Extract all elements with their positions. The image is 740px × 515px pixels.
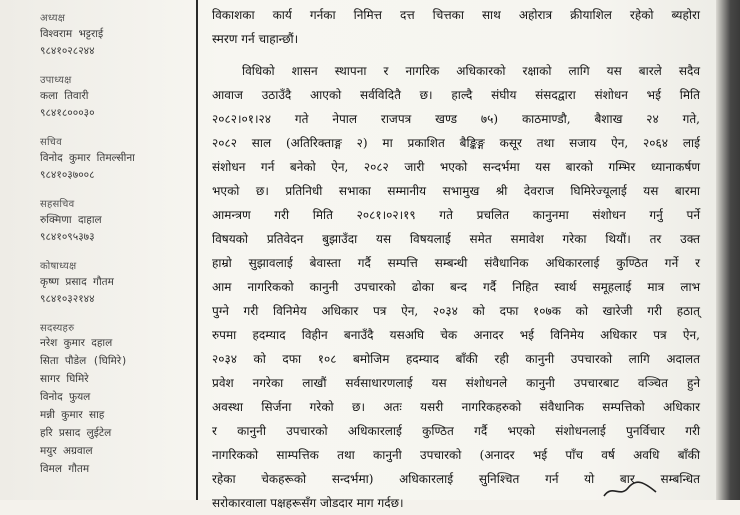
officer-phone: ९८४१०२८२४४ — [40, 45, 95, 57]
member-name: मयुर अग्रवाल — [40, 445, 93, 457]
officer-role: अध्यक्ष — [40, 13, 66, 24]
body-line: विकाशका कार्य गर्नका निमित्त दत्त चित्तका साथ अहोरात्र क्रीयाशिल रहेको ब्यहोरा — [212, 8, 700, 22]
officer-sidebar — [0, 0, 196, 500]
members-heading: सदस्यहरु — [40, 323, 75, 334]
officer-phone: ९८४१०९५३७३ — [40, 231, 95, 243]
body-line: २०८२ साल (अतिरिक्ताङ्ग २) मा प्रकाशित बैङ्किङ्ग कसूर तथा सजाय ऐन, २०६४ लाई — [212, 136, 700, 150]
body-line: पुग्ने गरी विनिमेय अधिकार पत्र ऐन, २०३४ को दफा १०७क को खारेजी गरी हठात् — [212, 304, 700, 318]
officer-name: विनोद कुमार तिमल्सीना — [40, 152, 135, 164]
body-line: आमन्त्रण गरी मिति २०८१।०२।१९ गते प्रचलित कानुनमा संशोधन गर्नु पर्ने — [212, 208, 700, 222]
body-line: आवाज उठाउँदै आएको सर्वविदितै छ। हाल्दै संघीय संसदद्वारा संशोधन भई मिति — [212, 88, 700, 102]
body-line: नागरिकको साम्पत्तिक तथा कानुनी उपचारको (अनादर भई पाँच वर्ष अवधि बाँकी — [212, 448, 700, 462]
letter-body — [212, 0, 700, 510]
signature-mark — [600, 478, 660, 500]
body-line: सरोकारवाला पक्षहरूसँग जोडदार माग गर्दछ। — [212, 496, 404, 510]
member-name: सागर घिमिरे — [40, 373, 89, 385]
officer-role: उपाध्यक्ष — [40, 75, 72, 86]
member-name: नरेश कुमार दहाल — [40, 337, 113, 349]
officer-phone: ९८४१०३७००८ — [40, 169, 95, 181]
officer-name: कला तिवारी — [40, 90, 89, 102]
body-line: रहेका चेकहरूको सन्दर्भमा) अधिकारलाई सुनिश्चित गर्न यो बार सम्बन्धित — [212, 472, 700, 486]
officer-role: सहसचिव — [40, 199, 75, 210]
body-line: रुपमा हदम्याद विहीन बनाउँदै यसअघि चेक अनादर भई विनिमेय अधिकार पत्र ऐन, — [212, 328, 700, 342]
column-divider — [196, 0, 198, 500]
scan-edge-shadow — [716, 0, 740, 500]
officer-role: सचिव — [40, 137, 62, 148]
body-line: स्मरण गर्न चाहान्छौं। — [212, 32, 299, 46]
member-name: सिता पौडेल (घिमिरे) — [40, 355, 128, 367]
member-name: विनोद फुयल — [40, 391, 91, 403]
officer-name: रुक्मिणा दाहाल — [40, 214, 102, 226]
member-name: विमल गौतम — [40, 463, 90, 475]
body-line: विषयको प्रतिवेदन बुझाउँदा यस विषयलाई समेत समावेश गरेका थियौं। तर उक्त — [212, 232, 700, 246]
body-line: २०३४ को दफा १०८ बमोजिम हदम्याद बाँकी रही कानुनी उपचारको लागि अदालत — [212, 352, 700, 366]
body-line: आम नागरिकको कानुनी उपचारको ढोका बन्द गर्दै निहित स्वार्थ समूहलाई मात्र लाभ — [212, 280, 700, 294]
body-line: अवस्था सिर्जना गरेको छ। अतः यसरी नागरिकहरुको संवैधानिक सम्पत्तिको अधिकार — [212, 400, 700, 414]
body-line: र कानुनी उपचारको अधिकारलाई कुण्ठित गर्दै भएको संशोधनलाई पुनर्विचार गरी — [212, 424, 700, 438]
body-line: विधिको शासन स्थापना र नागरिक अधिकारको रक्षाको लागि यस बारले सदैव — [242, 64, 700, 78]
body-line: संशोधन गर्न बनेको ऐन, २०८२ जारी भएको सन्दर्भमा यस बारको गम्भिर ध्यानाकर्षण — [212, 160, 700, 174]
body-line: प्रवेश नगरेका लाखौं सर्वसाधारणलाई यस संशोधनले कानुनी उपचारबाट वञ्चित हुने — [212, 376, 700, 390]
officer-phone: ९८४१८०००३० — [40, 107, 95, 119]
officer-name: विश्वराम भट्टराई — [40, 28, 104, 40]
member-name: मन्नी कुमार साह — [40, 409, 105, 421]
officer-role: कोषाध्यक्ष — [40, 261, 77, 272]
officer-phone: ९८४१०३२१४४ — [40, 293, 95, 305]
body-line: भएको छ। प्रतिनिधी सभाका सम्मानीय सभामुख श्री देवराज घिमिरेज्यूलाई यस बारमा — [212, 184, 700, 198]
officer-name: कृष्ण प्रसाद गौतम — [40, 276, 114, 288]
member-name: हरि प्रसाद लुईटेल — [40, 427, 112, 439]
body-line: हाम्रो सुझावलाई बेवास्ता गर्दै सम्पत्ति सम्बन्धी संवैधानिक अधिकारलाई कुण्ठित गर्ने र — [212, 256, 700, 270]
body-line: २०८२।०१।२४ गते नेपाल राजपत्र खण्ड ७५) काठमाण्डौ, बैशाख २४ गते, — [212, 112, 700, 126]
